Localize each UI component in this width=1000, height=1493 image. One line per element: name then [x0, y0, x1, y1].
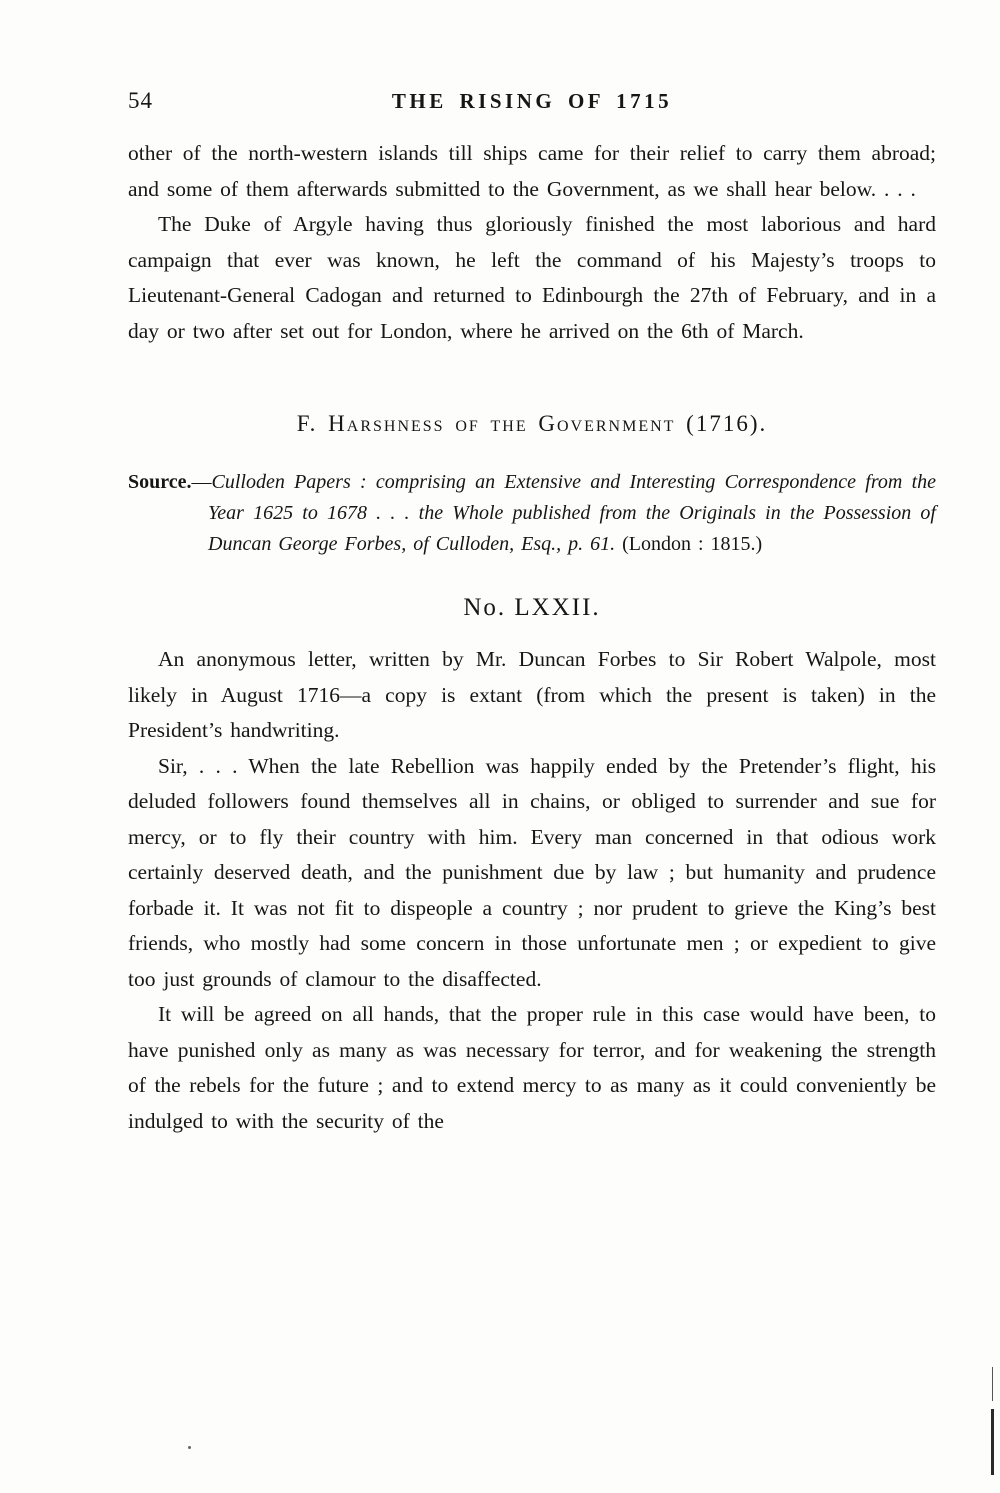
paragraph-anonymous-letter: An anonymous letter, written by Mr. Duncan Forbes to Sir Robert Walpole, most likely in August 1716—a copy is extant (from which the present is taken) in the President’s handwriting. [128, 647, 936, 742]
paragraph-proper-rule: It will be agreed on all hands, that the proper rule in this case would have been, to have punished only as many as was necessary for terror, and for weakening the strength of the rebels for the future ; and to extend mercy to as many as it could conveniently be indulged to with the security of the [128, 1002, 936, 1133]
source-dash: — [191, 471, 212, 493]
paragraph-continuation: other of the north-western islands till ships came for their relief to carry them abroad; and some of them afterwards submitted to the Government, as we shall hear below. . . . [128, 141, 936, 201]
page-number: 54 [128, 88, 153, 113]
source-text: Culloden Papers : comprising an Extensive and Interesting Correspondence from the Year 1625 to 1678 . . . the Whole published from the Originals in the Possession of Duncan George Forbes, of Culloden, Esq., p. 61. [208, 471, 936, 555]
paragraph-letter-body: Sir, . . . When the late Rebellion was happily ended by the Pretender’s flight, his deluded followers found themselves all in chains, or obliged to surrender and sue for mercy, or to fly their country with him. Every man concerned in that odious work certainly deserved death, and the punishment due by law ; but humanity and prudence forbade it. It was not fit to dispeople a country ; nor prudent to grieve the King’s best friends, who mostly had some concern in those unfortunate men ; or expedient to give too just grounds of clamour to the disaffected. [128, 753, 936, 991]
source-imprint: (London : 1815.) [622, 533, 763, 555]
scan-artifact [991, 1409, 994, 1475]
page-header [128, 88, 936, 114]
source-note [128, 467, 936, 560]
scan-artifact [188, 1446, 191, 1449]
scan-artifact [992, 1367, 994, 1401]
source-label: Source. [128, 471, 192, 493]
running-title: THE RISING OF 1715 [391, 89, 673, 113]
document-number: No. LXXII. [463, 594, 601, 621]
paragraph-duke-of-argyle: The Duke of Argyle having thus gloriously finished the most laborious and hard campaign that ever was known, he left the command of his Majesty’s troops to Lieutenant-General Cadogan and returned to Edinbourgh the 27th of February, and in a day or two after set out for London, where he arrived on the 6th of March. [128, 212, 936, 343]
section-heading: F. Harshness of the Government (1716). [296, 411, 768, 436]
